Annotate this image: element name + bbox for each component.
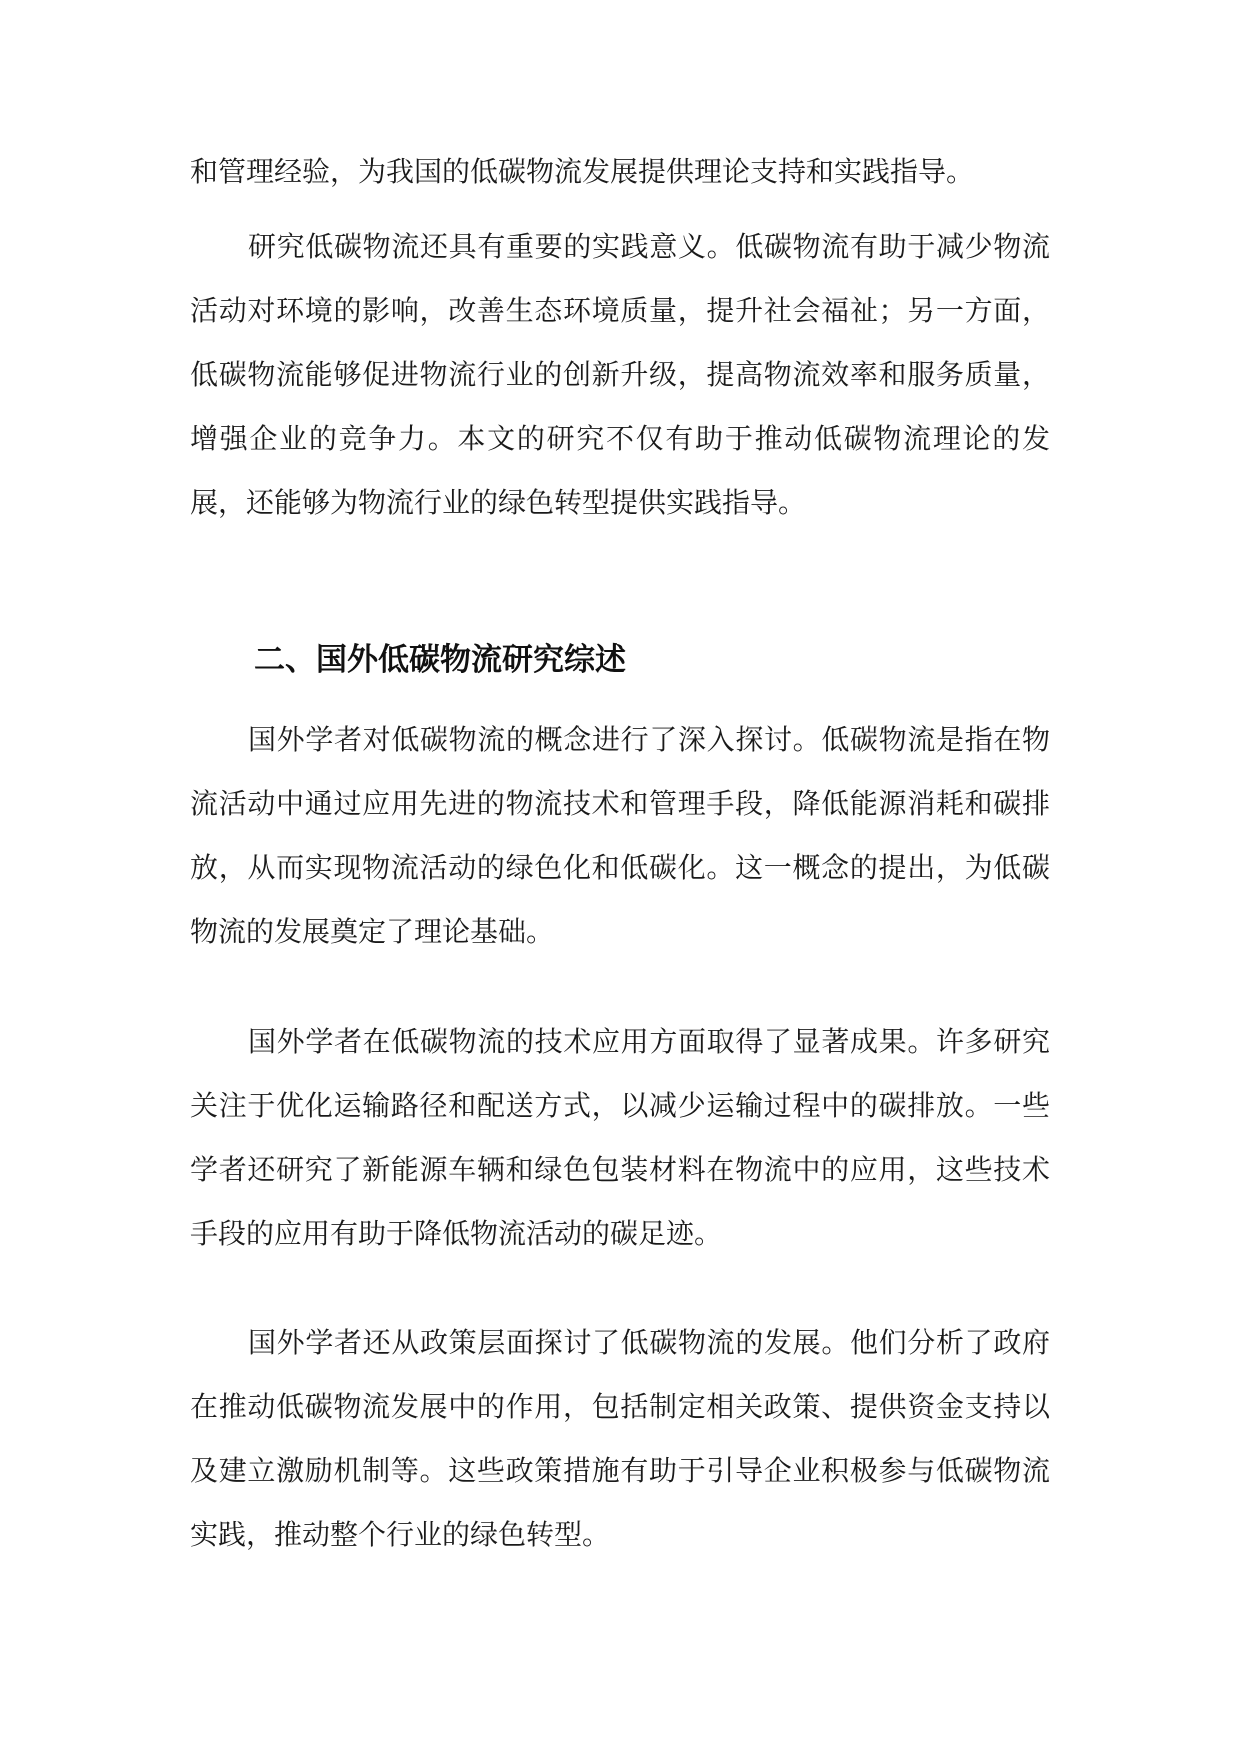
- paragraph-significance: 研究低碳物流还具有重要的实践意义。低碳物流有助于减少物流活动对环境的影响，改善生态环境质量，提升社会福祉；另一方面，低碳物流能够促进物流行业的创新升级，提高物流效率和服务质量，增强企业的竞争力。本文的研究不仅有助于推动低碳物流理论的发展，还能够为物流行业的绿色转型提供实践指导。: [190, 230, 1050, 519]
- paragraph-concept: 国外学者对低碳物流的概念进行了深入探讨。低碳物流是指在物流活动中通过应用先进的物流技术和管理手段，降低能源消耗和碳排放，从而实现物流活动的绿色化和低碳化。这一概念的提出，为低碳物流的发展奠定了理论基础。: [190, 723, 1050, 948]
- paragraph-technology: 国外学者在低碳物流的技术应用方面取得了显著成果。许多研究关注于优化运输路径和配送方式，以减少运输过程中的碳排放。一些学者还研究了新能源车辆和绿色包装材料在物流中的应用，这些技术手段的应用有助于降低物流活动的碳足迹。: [190, 1025, 1050, 1250]
- section-heading: 二、国外低碳物流研究综述: [254, 642, 626, 678]
- paragraph-policy: 国外学者还从政策层面探讨了低碳物流的发展。他们分析了政府在推动低碳物流发展中的作用，包括制定相关政策、提供资金支持以及建立激励机制等。这些政策措施有助于引导企业积极参与低碳物流实践，推动整个行业的绿色转型。: [190, 1326, 1050, 1551]
- paragraph-continuation: 和管理经验，为我国的低碳物流发展提供理论支持和实践指导。: [190, 155, 975, 188]
